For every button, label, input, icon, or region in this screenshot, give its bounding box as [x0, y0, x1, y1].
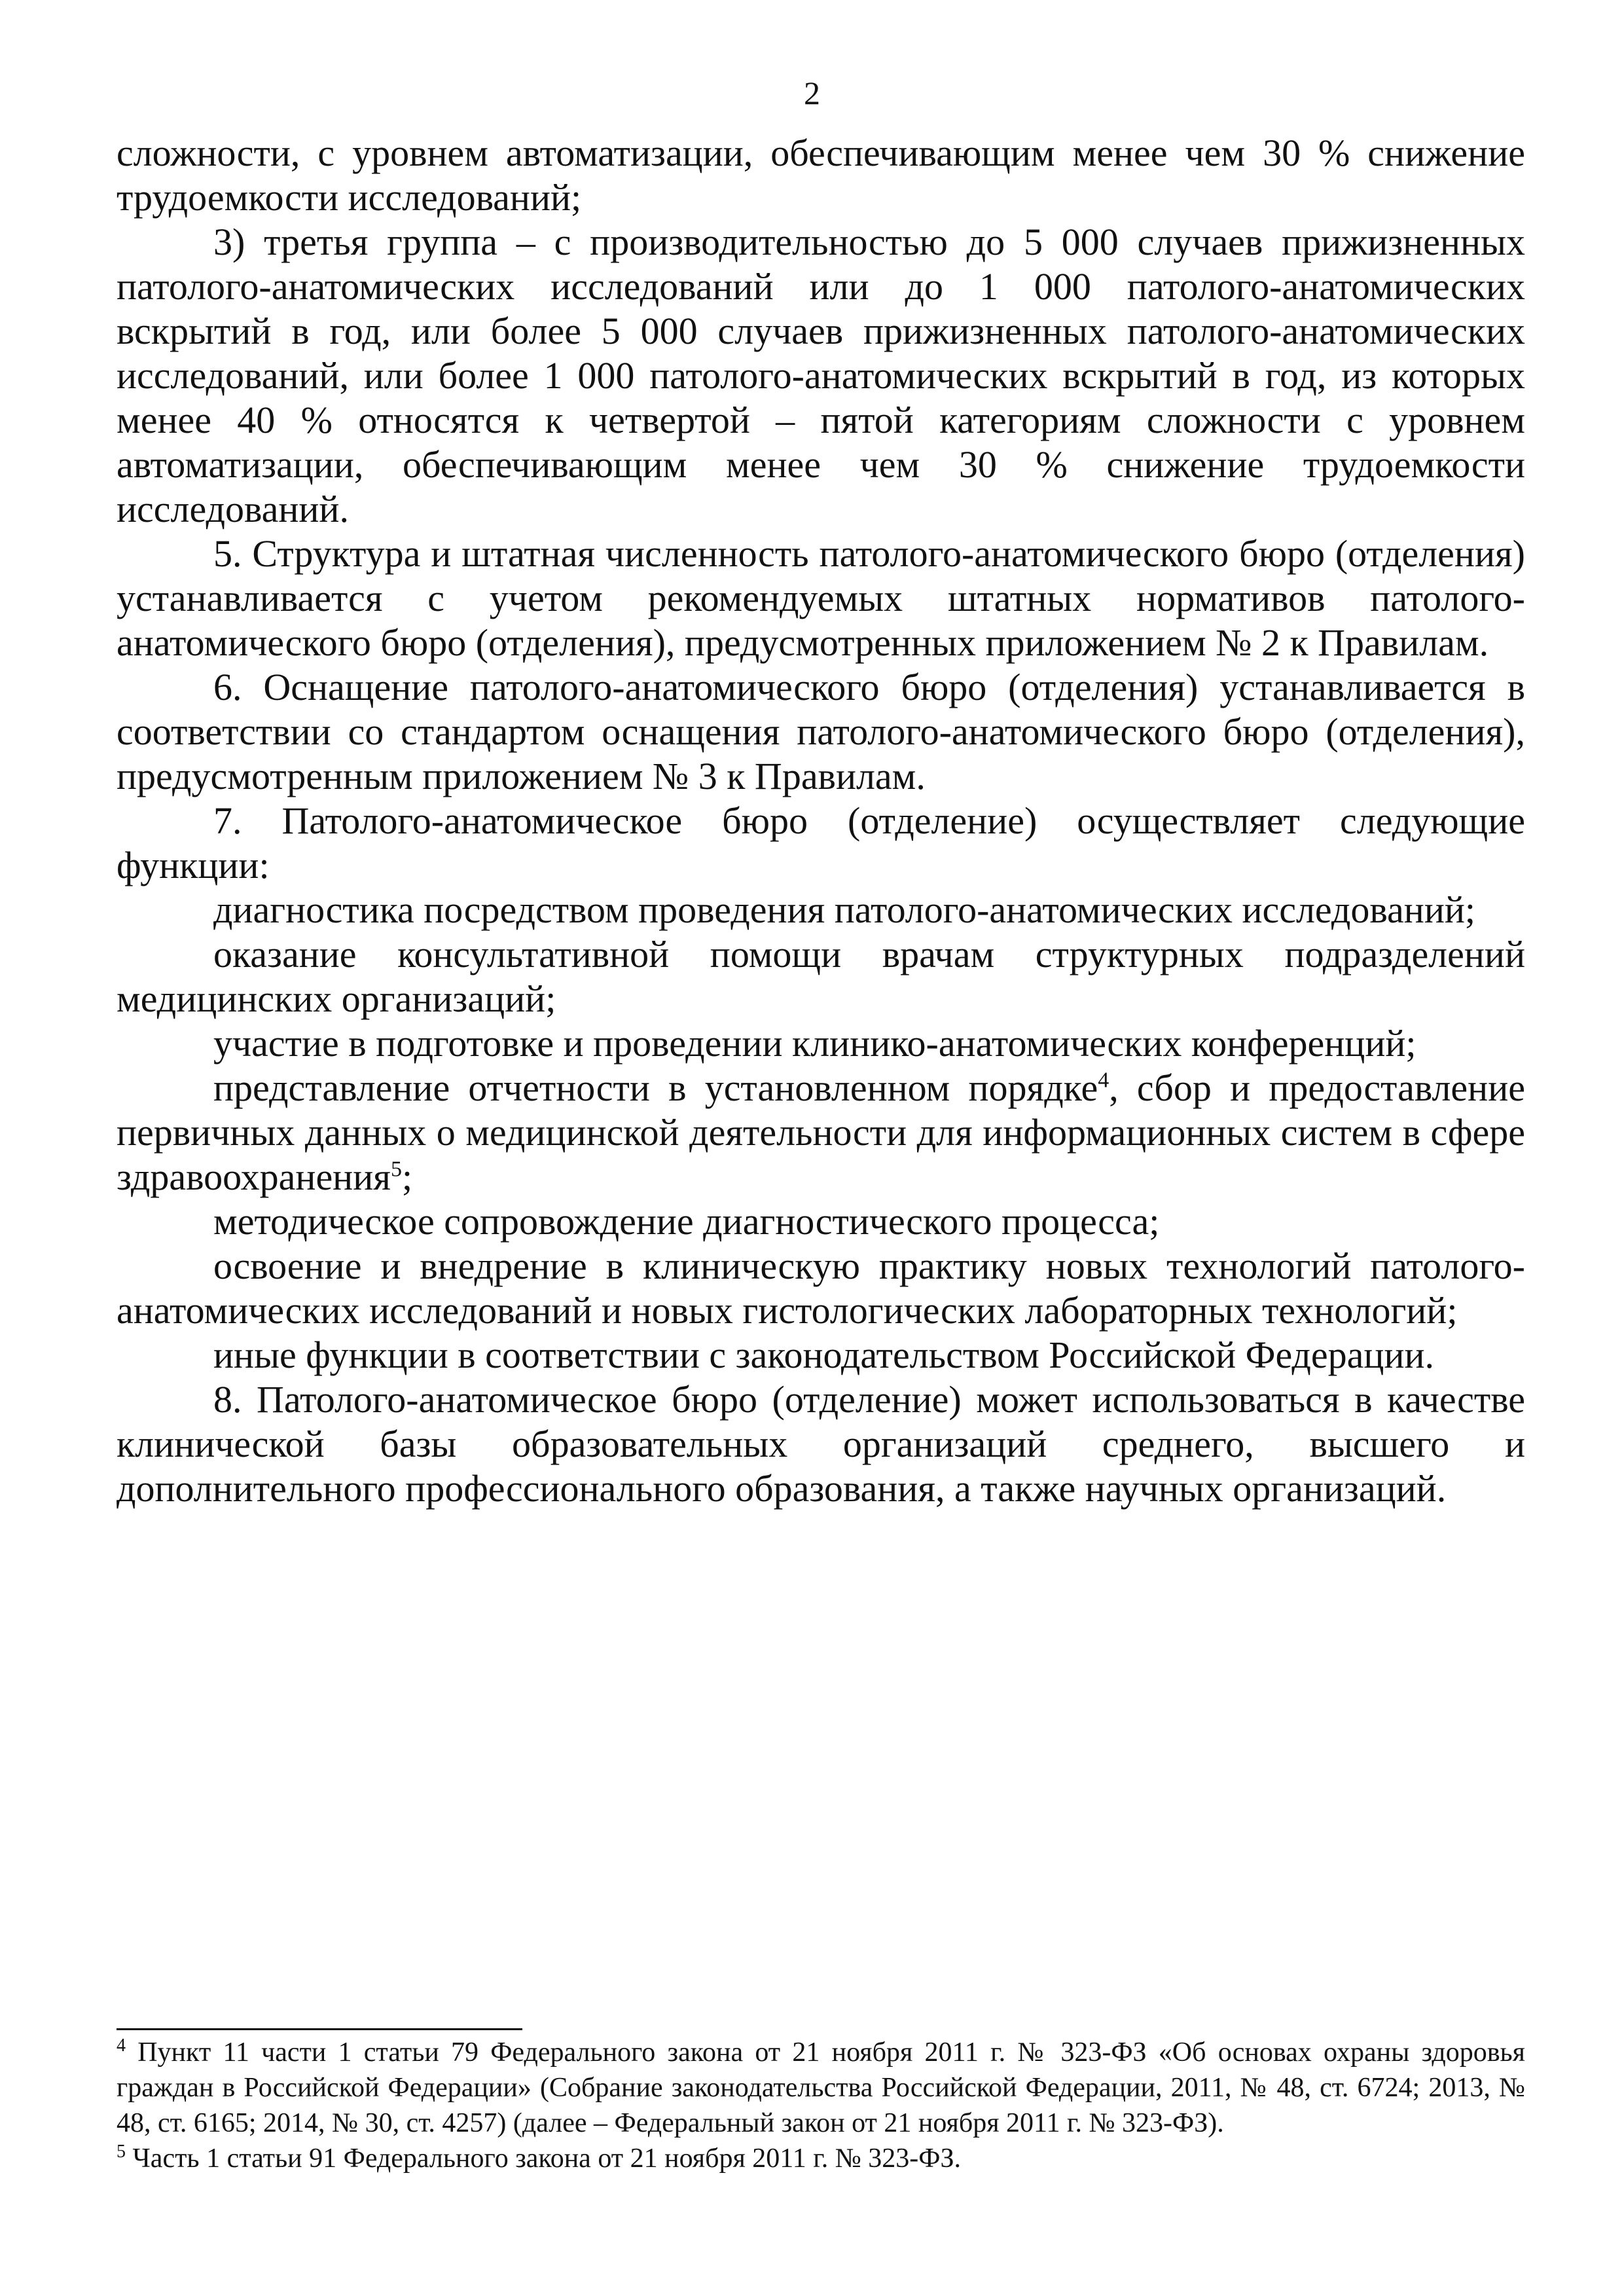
- footnote-5: [117, 2141, 1525, 2176]
- footnote-4: [117, 2035, 1525, 2141]
- document-body: [117, 131, 1525, 1511]
- function-other: иные функции в соответствии с законодательством Российской Федерации.: [213, 1334, 1435, 1376]
- paragraph-third-group: 3) третья группа – с производительностью до 5 000 случаев прижизненных патолого-анатомических исследований или до 1 000 патолого-анатомических вскрытий в год, или более 5 000 случаев прижизненных патолого-анатомических исследований, или более 1 000 патолого-анатомических вскрытий в год, из которых менее 40 % относятся к четвертой – пятой категориям сложности с уровнем автоматизации, обеспечивающим менее чем 30 % снижение трудоемкости исследований.: [117, 221, 1525, 530]
- footnote-4-mark: 4: [117, 2035, 126, 2056]
- reporting-text-part3: ;: [401, 1156, 413, 1198]
- function-consulting: оказание консультативной помощи врачам структурных подразделений медицинских организаций;: [117, 933, 1525, 1020]
- footnote-5-text: Часть 1 статьи 91 Федерального закона от 21 ноября 2011 г. № 323-ФЗ.: [132, 2143, 962, 2174]
- footnotes: [117, 2035, 1525, 2176]
- footnote-5-mark: 5: [117, 2141, 126, 2162]
- reporting-text-part1: представление отчетности в установленном порядке: [213, 1066, 1098, 1109]
- footnote-ref-5[interactable]: 5: [390, 1157, 402, 1182]
- paragraph-item-7: 7. Патолого-анатомическое бюро (отделение) осуществляет следующие функции:: [117, 799, 1525, 886]
- function-reporting: [117, 1066, 1525, 1199]
- paragraph-continuation: сложности, с уровнем автоматизации, обеспечивающим менее чем 30 % снижение трудоемкости исследований;: [117, 132, 1525, 219]
- reporting-text-part2: , сбор и предоставление первичных данных о медицинской деятельности для информационных систем в сфере здравоохранения: [117, 1066, 1525, 1198]
- footnote-separator: [117, 2028, 522, 2030]
- paragraph-item-8: 8. Патолого-анатомическое бюро (отделение) может использоваться в качестве клинической базы образовательных организаций среднего, высшего и дополнительного профессионального образования, а также научных организаций.: [117, 1378, 1525, 1510]
- page-number: 2: [804, 75, 820, 111]
- footnote-4-text: Пункт 11 части 1 статьи 79 Федерального закона от 21 ноября 2011 г. № 323-ФЗ «Об основах охраны здоровья граждан в Российской Федерации» (Собрание законодательства Российской Федерации, 2011, № 48, ст. 6724; 2013, № 48, ст. 6165; 2014, № 30, ст. 4257) (далее – Федеральный закон от 21 ноября 2011 г. № 323-ФЗ).: [117, 2037, 1526, 2138]
- paragraph-item-5: 5. Структура и штатная численность патолого-анатомического бюро (отделения) устанавливается с учетом рекомендуемых штатных нормативов патолого-анатомического бюро (отделения), предусмотренных приложением № 2 к Правилам.: [117, 532, 1525, 664]
- footnote-ref-4[interactable]: 4: [1098, 1068, 1110, 1093]
- function-methodical-support: методическое сопровождение диагностического процесса;: [213, 1200, 1160, 1243]
- function-new-technologies: освоение и внедрение в клиническую практику новых технологий патолого-анатомических исследований и новых гистологических лабораторных технологий;: [117, 1245, 1525, 1332]
- function-conferences: участие в подготовке и проведении клинико-анатомических конференций;: [213, 1022, 1416, 1065]
- paragraph-item-6: 6. Оснащение патолого-анатомического бюро (отделения) устанавливается в соответствии со стандартом оснащения патолого-анатомического бюро (отделения), предусмотренным приложением № 3 к Правилам.: [117, 666, 1525, 797]
- function-diagnostics: диагностика посредством проведения патолого-анатомических исследований;: [213, 888, 1476, 931]
